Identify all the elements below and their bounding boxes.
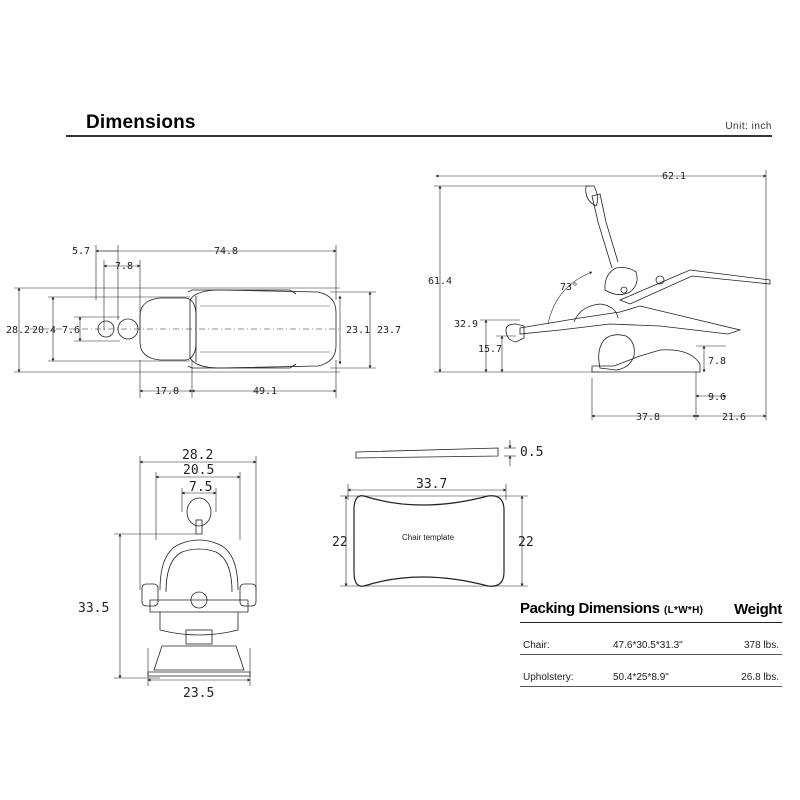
template-dim-0-5: 0.5 xyxy=(520,445,544,460)
side-dim-7-8: 7.8 xyxy=(708,356,727,367)
top-dim-49-1: 49.1 xyxy=(253,386,278,397)
packing-title-group xyxy=(520,600,703,618)
side-dim-angle: 73° xyxy=(560,282,579,293)
row-weight: 378 lbs. xyxy=(743,640,779,651)
side-dim-15-7: 15.7 xyxy=(478,344,503,355)
table-row xyxy=(520,655,782,687)
front-view xyxy=(114,456,256,686)
chair-template-view xyxy=(340,440,528,586)
top-dim-74-8: 74.8 xyxy=(214,246,239,257)
template-dim-33-7: 33.7 xyxy=(416,477,448,492)
front-dim-33-5: 33.5 xyxy=(78,601,110,616)
side-dim-21-6: 21.6 xyxy=(722,412,747,423)
top-dim-23-7: 23.7 xyxy=(377,325,402,336)
template-label: Chair template xyxy=(402,533,455,542)
front-dim-20-5: 20.5 xyxy=(183,463,215,478)
top-dim-17-0: 17.0 xyxy=(155,386,180,397)
side-view xyxy=(434,170,770,420)
row-weight: 26.8 lbs. xyxy=(741,672,779,683)
weight-header: Weight xyxy=(734,601,782,618)
page-title: Dimensions xyxy=(86,112,196,133)
packing-title-sub: (L*W*H) xyxy=(663,605,704,616)
row-dims: 50.4*25*8.9" xyxy=(613,672,669,683)
row-item: Chair: xyxy=(523,640,550,651)
row-item: Upholstery: xyxy=(523,672,574,683)
side-dim-37-8: 37.8 xyxy=(636,412,661,423)
packing-title: Packing Dimensions xyxy=(520,600,660,617)
table-row xyxy=(520,623,782,655)
side-dim-9-6: 9.6 xyxy=(708,392,727,403)
front-dim-28-2: 28.2 xyxy=(182,448,214,463)
template-dim-22-left: 22 xyxy=(332,535,348,550)
top-dim-5-7: 5.7 xyxy=(72,246,91,257)
top-dim-7-8: 7.8 xyxy=(115,261,134,272)
template-dim-22-right: 22 xyxy=(518,535,534,550)
row-dims: 47.6*30.5*31.3" xyxy=(613,640,683,651)
top-dim-28-2: 28.2 xyxy=(6,325,31,336)
front-dim-23-5: 23.5 xyxy=(183,686,215,701)
top-dim-7-6: 7.6 xyxy=(62,325,81,336)
packing-header xyxy=(520,600,782,623)
top-view xyxy=(14,245,376,398)
side-dim-32-9: 32.9 xyxy=(454,319,479,330)
side-dim-61-4: 61.4 xyxy=(428,276,453,287)
side-dim-62-1: 62.1 xyxy=(662,171,687,182)
unit-label: Unit: inch xyxy=(725,121,772,132)
front-dim-7-5: 7.5 xyxy=(189,480,213,495)
top-dim-23-1: 23.1 xyxy=(346,325,371,336)
packing-table xyxy=(520,600,782,687)
top-dim-20-4: 20.4 xyxy=(32,325,57,336)
